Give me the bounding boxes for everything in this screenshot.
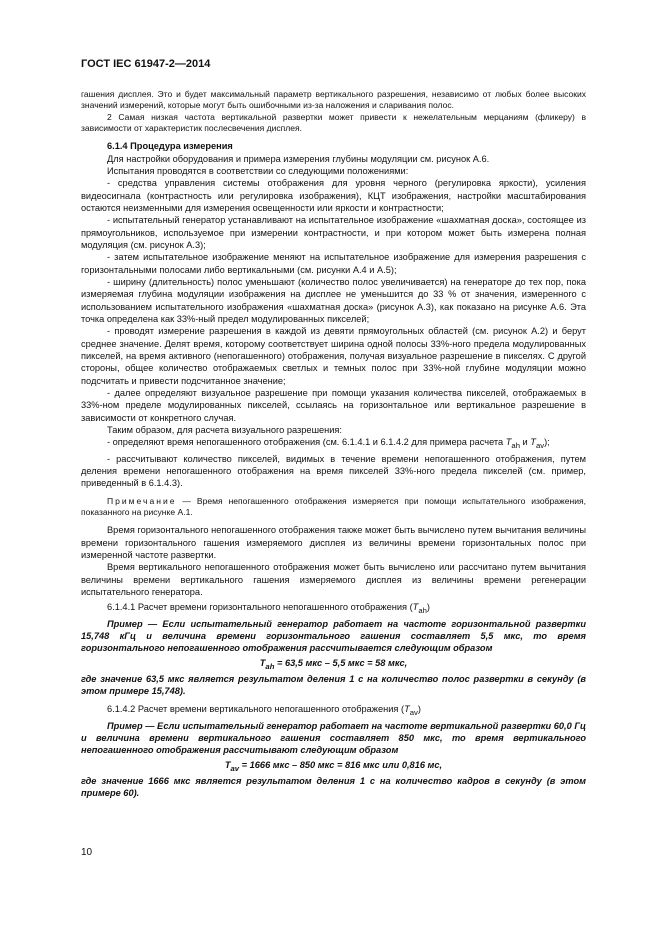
horizontal-paragraph: Время горизонтального непогашенного отображения также может быть вычислено путем вычитания величины времени горизонтального гашения измеряемого дисплея из величины времени горизонтальных полос при измеренной частоте развертки. [81, 525, 586, 560]
note-label: Примечание [107, 495, 177, 506]
calc-item-1: - определяют время непогашенного отображения (см. 6.1.4.1 и 6.1.4.2 для примера расчета $T_{ah}$ и $T_{av}$); [107, 437, 550, 451]
intro-paragraph-1: Для настройки оборудования и примера измерения глубины модуляции см. рисунок А.6. [107, 153, 490, 164]
intro-paragraph-2: Испытания проводятся в соответствии со следующими положениями: [107, 165, 409, 176]
list-item: - проводят измерение разрешения в каждой из девяти прямоугольных областей (см. рисунок А.2) и берут среднее значение. Делят время, которому соответствует ширина одной полосы 33%-ного предела модулированных пикселей, на время активного (непогашенного) отображения, получая визуальное разрешение в пикселях. С другой стороны, общее количество отображаемых светлых и темных полос при 33%-ной глубине модуляции можно подсчитать и привести подсчитанное значение; [81, 326, 586, 386]
vertical-paragraph: Время вертикального непогашенного отображения может быть вычислено или рассчитано путем вычитания величины времени вертикального гашения измеряемого дисплея из величины времени регенерации испытательного генератора. [81, 562, 586, 597]
list-item: - средства управления системы отображения для уровня черного (регулировка яркости), усиления видеосигнала (контрастность или регулировка изображения), КЦТ изображения, настройки масштабирования остаются неизменными для измерения освещенности или яркости и контрастности; [81, 178, 586, 213]
example-2: Пример — Если испытательный генератор работает на частоте вертикальной развертки 60,0 Гц и величина времени вертикального гашения составляет 850 мкс, то время вертикального непогашенного отображения рассчитывают следующим образом [81, 720, 586, 756]
note-2: 2 Самая низкая частота вертикальной развертки может привести к нежелательным мерцаниям (фликеру) в зависимости от характеристик послесвечения дисплея. [81, 111, 586, 133]
list-item: - затем испытательное изображение меняют на испытательное изображение для измерения разрешения с горизонтальными полосами либо вертикальными (см. рисунки А.4 и А.5); [81, 252, 586, 275]
calc-item-2: - рассчитывают количество пикселей, видимых в течение времени непогашенного отображения, путем деления времени непогашенного отображения на время пикселей 33%-ного предела пикселей (см. пример, приведенный в 6.1.4.3). [81, 453, 586, 489]
document-header: ГОСТ IEC 61947-2—2014 [81, 58, 211, 70]
note-paragraph: Примечание — Время непогашенного отображения измеряется при помощи испытательного изображения, показанного на рисунке А.1. [81, 495, 586, 517]
note-1-continuation: гашения дисплея. Это и будет максимальный параметр вертикального разрешения, независимо от любых более высоких значений измерений, которые могут быть ошибочными из-за наложения и сларивания полос. [81, 89, 586, 111]
example-1: Пример — Если испытательный генератор работает на частоте горизонтальной развертки 15,748 кГц и величина времени горизонтального гашения составляет 5,5 мкс, то время горизонтального непогашенного отображения рассчитывается следующим образом [81, 618, 586, 654]
page-body [81, 89, 586, 800]
section-heading: 6.1.4 Процедура измерения [107, 141, 233, 152]
list-item: - ширину (длительность) полос уменьшают (количество полос увеличивается) на генераторе до тех пор, пока измеряемая глубина модуляции изображения на дисплее не уменьшится до 33 % от значения, измеренного с использованием испытательного изображения «шахматная доска» (рисунок А.3), как показано на рисунке А.6. Эта точка определена как 33%-ный предел модулированных пикселей; [81, 276, 586, 324]
where-1: где значение 63,5 мкс является результатом деления 1 с на количество полос развертки в секунду (в этом примере 15,748). [81, 673, 586, 697]
list-item: - далее определяют визуальное разрешение при помощи указания количества пикселей, отображаемых в 33%-ном пределе модулированных пикселей, ссылаясь на горизонтальное или вертикальное разрешение в зависимости от конкретного случая. [81, 388, 586, 423]
thus-paragraph: Таким образом, для расчета визуального разрешения: [107, 425, 342, 436]
subsection-2-heading: 6.1.4.2 Расчет времени вертикального непогашенного отображения $(T_{av})$ [107, 704, 421, 718]
subsection-1-heading: 6.1.4.1 Расчет времени горизонтального непогашенного отображения $(T_{ah})$ [107, 602, 430, 616]
list-item: - испытательный генератор устанавливают на испытательное изображение «шахматная доска», состоящее из прямоугольников, используемое при измерении контрастности, и при котором может быть измерена полная модуляция (см. рисунок А.3); [81, 215, 586, 250]
where-2: где значение 1666 мкс является результатом деления 1 с на количество кадров в секунду (в этом примере 60). [81, 775, 586, 799]
formula-1: $T_{ah} = 63,5$ мкс – 5,5 мкс = 58 мкс, [259, 657, 408, 671]
formula-2: $T_{av} = 1666$ мкс – 850 мкс = 816 мкс или 0,816 мс, [224, 759, 443, 773]
page-number: 10 [81, 847, 93, 858]
